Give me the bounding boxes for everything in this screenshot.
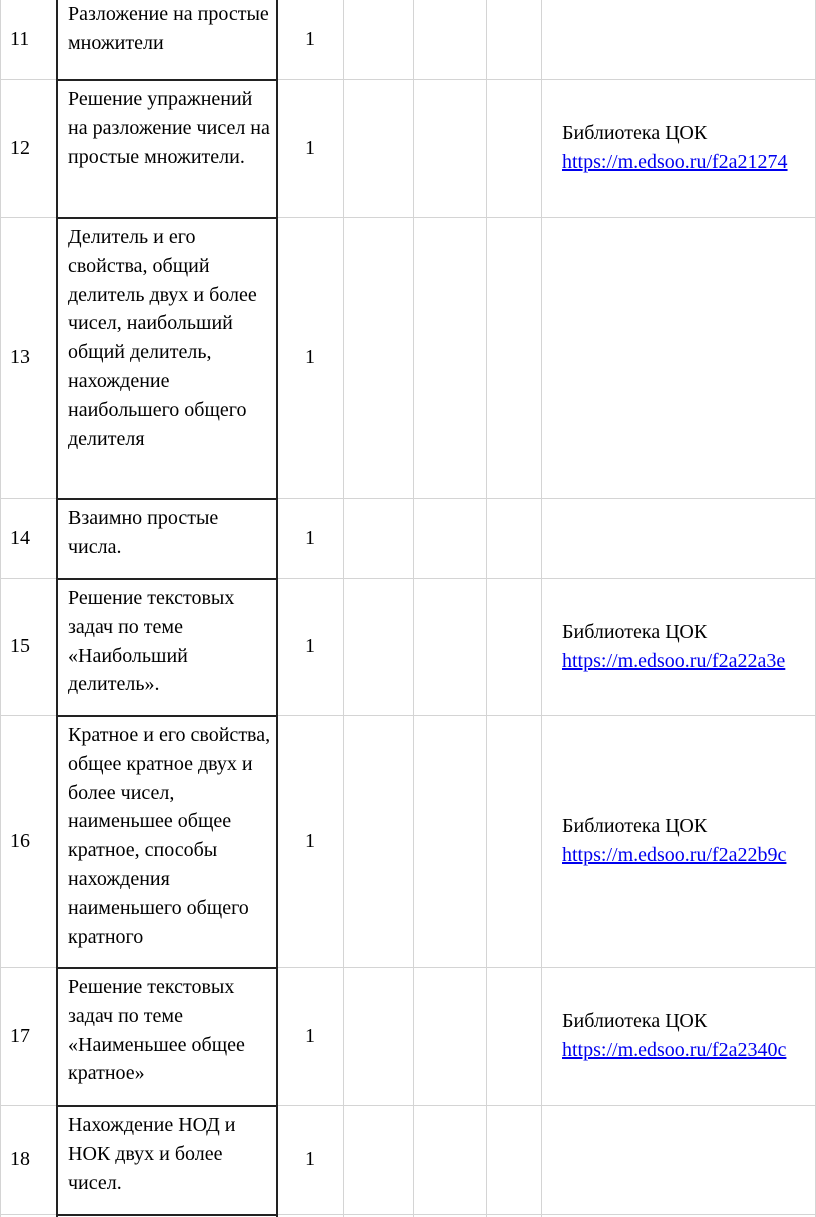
grid-column-line (486, 0, 487, 1217)
lesson-number-cell (0, 217, 57, 498)
hours-value: 1 (305, 635, 315, 658)
lesson-number: 14 (10, 526, 30, 549)
lesson-number: 12 (10, 136, 30, 159)
lesson-number-cell (0, 967, 57, 1105)
grid-row-line (0, 1214, 57, 1215)
topic-row-border (57, 79, 277, 81)
resource-cell (541, 79, 815, 217)
hours-value: 1 (305, 526, 315, 549)
resource-cell (541, 498, 815, 578)
lesson-number-cell (0, 79, 57, 217)
resource-cell (541, 0, 815, 79)
hours-value: 1 (305, 1148, 315, 1171)
lesson-number-cell (0, 498, 57, 578)
resource-cell (541, 1105, 815, 1214)
library-label: Библиотека ЦОК (562, 122, 708, 145)
lesson-topic: Решение упражнений на разложение чисел на простые множители. (68, 88, 270, 168)
hours-cell (277, 498, 343, 578)
hours-value: 1 (305, 346, 315, 369)
resource-cell (541, 715, 815, 967)
resource-cell (541, 578, 815, 715)
library-label: Библиотека ЦОК (562, 620, 708, 643)
lesson-topic-cell (58, 973, 276, 1105)
lesson-topic-cell (58, 584, 276, 715)
resource-link[interactable]: https://m.edsoo.ru/f2a21274 (562, 151, 788, 173)
hours-cell (277, 217, 343, 498)
lesson-topic: Решение текстовых задач по теме «Наибольший делитель». (68, 587, 235, 696)
lesson-number: 16 (10, 829, 30, 852)
lesson-number: 13 (10, 346, 30, 369)
library-label: Библиотека ЦОК (562, 1010, 708, 1033)
topic-row-border (57, 578, 277, 580)
lesson-topic-cell (58, 504, 276, 578)
lesson-number-cell (0, 715, 57, 967)
lesson-topic-cell (58, 85, 276, 217)
lesson-number: 15 (10, 635, 30, 658)
topic-row-border (57, 967, 277, 969)
topic-row-border (57, 1105, 277, 1107)
hours-cell (277, 0, 343, 79)
topic-row-border (57, 1214, 277, 1216)
hours-cell (277, 715, 343, 967)
hours-value: 1 (305, 1024, 315, 1047)
lesson-topic-cell (58, 721, 276, 967)
lesson-topic: Взаимно простые числа. (68, 507, 219, 558)
lesson-topic: Разложение на простые множители (68, 3, 269, 54)
topic-row-border (57, 217, 277, 219)
topic-row-border (57, 498, 277, 500)
resource-link[interactable]: https://m.edsoo.ru/f2a2340c (562, 1039, 787, 1061)
lesson-number-cell (0, 0, 57, 79)
hours-value: 1 (305, 28, 315, 51)
library-label: Библиотека ЦОК (562, 815, 708, 838)
lesson-topic-cell (58, 0, 276, 79)
hours-cell (277, 967, 343, 1105)
lesson-number: 18 (10, 1148, 30, 1171)
resource-cell (541, 217, 815, 498)
hours-value: 1 (305, 829, 315, 852)
lesson-topic: Кратное и его свойства, общее кратное двух и более чисел, наименьшее общее кратное, способы нахождения наименьшего общего кратного (68, 724, 271, 948)
grid-column-line (343, 0, 344, 1217)
lesson-topic: Решение текстовых задач по теме «Наименьшее общее кратное» (68, 976, 245, 1085)
lesson-number-cell (0, 1105, 57, 1214)
grid-row-line (277, 1214, 815, 1215)
resource-cell (541, 967, 815, 1105)
hours-cell (277, 79, 343, 217)
lesson-number-cell (0, 578, 57, 715)
topic-row-border (57, 715, 277, 717)
lesson-number: 17 (10, 1024, 30, 1047)
resource-link[interactable]: https://m.edsoo.ru/f2a22b9c (562, 844, 787, 866)
hours-cell (277, 578, 343, 715)
hours-cell (277, 1105, 343, 1214)
lesson-topic: Делитель и его свойства, общий делитель двух и более чисел, наибольший общий делитель, нахождение наибольшего общего делителя (68, 226, 257, 450)
lesson-topic-cell (58, 223, 276, 498)
lesson-number: 11 (10, 28, 30, 51)
hours-value: 1 (305, 136, 315, 159)
grid-column-line (413, 0, 414, 1217)
lesson-topic-cell (58, 1111, 276, 1214)
lesson-topic: Нахождение НОД и НОК двух и более чисел. (68, 1114, 236, 1194)
resource-link[interactable]: https://m.edsoo.ru/f2a22a3e (562, 649, 786, 672)
